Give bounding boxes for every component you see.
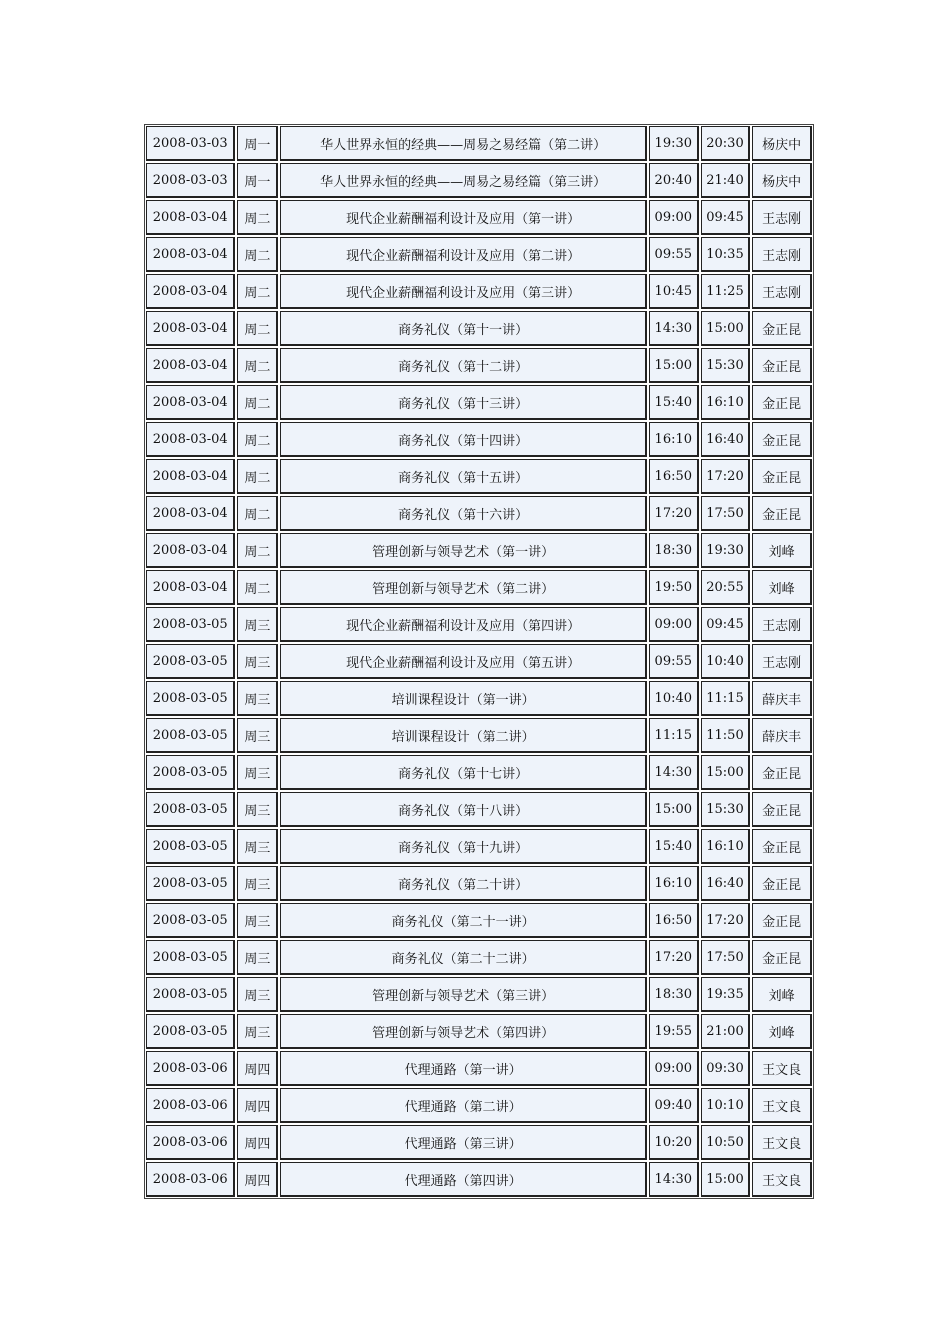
speaker-cell: 王志刚 <box>752 607 812 642</box>
start-time-cell: 09:00 <box>649 607 699 642</box>
start-time-cell: 10:45 <box>649 274 699 309</box>
weekday-cell: 周二 <box>237 237 278 272</box>
end-time-cell: 10:40 <box>701 644 751 679</box>
speaker-cell: 刘峰 <box>752 570 812 605</box>
weekday-cell: 周三 <box>237 1014 278 1049</box>
lecture-title-cell: 华人世界永恒的经典——周易之易经篇（第三讲） <box>280 163 647 198</box>
table-row <box>146 755 812 790</box>
speaker-cell: 王志刚 <box>752 200 812 235</box>
weekday-cell: 周一 <box>237 163 278 198</box>
speaker-cell: 金正昆 <box>752 385 812 420</box>
weekday-cell: 周二 <box>237 496 278 531</box>
start-time-cell: 16:50 <box>649 459 699 494</box>
weekday-cell: 周二 <box>237 385 278 420</box>
table-row <box>146 570 812 605</box>
end-time-cell: 15:30 <box>701 792 751 827</box>
weekday-cell: 周三 <box>237 940 278 975</box>
lecture-title-cell: 管理创新与领导艺术（第二讲） <box>280 570 647 605</box>
speaker-cell: 金正昆 <box>752 311 812 346</box>
end-time-cell: 17:50 <box>701 496 751 531</box>
date-cell: 2008-03-05 <box>146 1014 235 1049</box>
start-time-cell: 14:30 <box>649 755 699 790</box>
start-time-cell: 18:30 <box>649 533 699 568</box>
table-row <box>146 644 812 679</box>
end-time-cell: 09:30 <box>701 1051 751 1086</box>
lecture-title-cell: 代理通路（第四讲） <box>280 1162 647 1197</box>
lecture-title-cell: 代理通路（第三讲） <box>280 1125 647 1160</box>
date-cell: 2008-03-05 <box>146 644 235 679</box>
speaker-cell: 金正昆 <box>752 496 812 531</box>
table-row <box>146 385 812 420</box>
end-time-cell: 11:25 <box>701 274 751 309</box>
weekday-cell: 周三 <box>237 718 278 753</box>
start-time-cell: 19:30 <box>649 126 699 161</box>
speaker-cell: 王志刚 <box>752 237 812 272</box>
date-cell: 2008-03-05 <box>146 755 235 790</box>
lecture-title-cell: 商务礼仪（第十四讲） <box>280 422 647 457</box>
weekday-cell: 周二 <box>237 570 278 605</box>
weekday-cell: 周四 <box>237 1125 278 1160</box>
end-time-cell: 17:20 <box>701 903 751 938</box>
date-cell: 2008-03-04 <box>146 348 235 383</box>
start-time-cell: 10:40 <box>649 681 699 716</box>
start-time-cell: 09:00 <box>649 200 699 235</box>
date-cell: 2008-03-04 <box>146 422 235 457</box>
lecture-title-cell: 培训课程设计（第二讲） <box>280 718 647 753</box>
start-time-cell: 17:20 <box>649 496 699 531</box>
lecture-title-cell: 商务礼仪（第十八讲） <box>280 792 647 827</box>
table-row <box>146 977 812 1012</box>
start-time-cell: 17:20 <box>649 940 699 975</box>
start-time-cell: 15:00 <box>649 348 699 383</box>
date-cell: 2008-03-05 <box>146 940 235 975</box>
weekday-cell: 周三 <box>237 977 278 1012</box>
table-row <box>146 903 812 938</box>
date-cell: 2008-03-05 <box>146 607 235 642</box>
date-cell: 2008-03-05 <box>146 792 235 827</box>
date-cell: 2008-03-04 <box>146 237 235 272</box>
table-row <box>146 1014 812 1049</box>
speaker-cell: 金正昆 <box>752 459 812 494</box>
lecture-title-cell: 商务礼仪（第二十二讲） <box>280 940 647 975</box>
table-row <box>146 274 812 309</box>
speaker-cell: 王志刚 <box>752 274 812 309</box>
start-time-cell: 09:55 <box>649 237 699 272</box>
date-cell: 2008-03-04 <box>146 570 235 605</box>
weekday-cell: 周三 <box>237 792 278 827</box>
speaker-cell: 王文良 <box>752 1162 812 1197</box>
speaker-cell: 金正昆 <box>752 422 812 457</box>
end-time-cell: 10:10 <box>701 1088 751 1123</box>
speaker-cell: 王文良 <box>752 1088 812 1123</box>
table-row <box>146 1088 812 1123</box>
start-time-cell: 09:00 <box>649 1051 699 1086</box>
date-cell: 2008-03-05 <box>146 681 235 716</box>
table-row <box>146 866 812 901</box>
end-time-cell: 20:55 <box>701 570 751 605</box>
table-row <box>146 607 812 642</box>
date-cell: 2008-03-04 <box>146 533 235 568</box>
speaker-cell: 刘峰 <box>752 1014 812 1049</box>
end-time-cell: 21:40 <box>701 163 751 198</box>
start-time-cell: 14:30 <box>649 1162 699 1197</box>
speaker-cell: 王志刚 <box>752 644 812 679</box>
lecture-schedule-table <box>144 124 814 1199</box>
weekday-cell: 周二 <box>237 533 278 568</box>
lecture-title-cell: 商务礼仪（第十六讲） <box>280 496 647 531</box>
date-cell: 2008-03-05 <box>146 866 235 901</box>
speaker-cell: 金正昆 <box>752 348 812 383</box>
speaker-cell: 金正昆 <box>752 903 812 938</box>
lecture-title-cell: 代理通路（第二讲） <box>280 1088 647 1123</box>
start-time-cell: 16:50 <box>649 903 699 938</box>
speaker-cell: 杨庆中 <box>752 163 812 198</box>
lecture-title-cell: 现代企业薪酬福利设计及应用（第四讲） <box>280 607 647 642</box>
table-row <box>146 533 812 568</box>
weekday-cell: 周四 <box>237 1162 278 1197</box>
table-row <box>146 348 812 383</box>
date-cell: 2008-03-04 <box>146 311 235 346</box>
speaker-cell: 金正昆 <box>752 829 812 864</box>
table-row <box>146 422 812 457</box>
date-cell: 2008-03-03 <box>146 126 235 161</box>
table-row <box>146 940 812 975</box>
end-time-cell: 15:00 <box>701 1162 751 1197</box>
date-cell: 2008-03-04 <box>146 385 235 420</box>
end-time-cell: 15:00 <box>701 311 751 346</box>
start-time-cell: 09:55 <box>649 644 699 679</box>
date-cell: 2008-03-06 <box>146 1162 235 1197</box>
lecture-title-cell: 商务礼仪（第十一讲） <box>280 311 647 346</box>
start-time-cell: 11:15 <box>649 718 699 753</box>
start-time-cell: 16:10 <box>649 422 699 457</box>
lecture-title-cell: 现代企业薪酬福利设计及应用（第三讲） <box>280 274 647 309</box>
start-time-cell: 16:10 <box>649 866 699 901</box>
weekday-cell: 周二 <box>237 422 278 457</box>
date-cell: 2008-03-06 <box>146 1088 235 1123</box>
lecture-title-cell: 商务礼仪（第十三讲） <box>280 385 647 420</box>
end-time-cell: 17:20 <box>701 459 751 494</box>
start-time-cell: 15:40 <box>649 829 699 864</box>
table-row <box>146 792 812 827</box>
weekday-cell: 周四 <box>237 1051 278 1086</box>
date-cell: 2008-03-04 <box>146 274 235 309</box>
speaker-cell: 金正昆 <box>752 792 812 827</box>
start-time-cell: 20:40 <box>649 163 699 198</box>
table-row <box>146 496 812 531</box>
weekday-cell: 周二 <box>237 200 278 235</box>
end-time-cell: 11:15 <box>701 681 751 716</box>
end-time-cell: 15:30 <box>701 348 751 383</box>
weekday-cell: 周三 <box>237 644 278 679</box>
end-time-cell: 16:40 <box>701 866 751 901</box>
table-row <box>146 311 812 346</box>
weekday-cell: 周一 <box>237 126 278 161</box>
end-time-cell: 19:30 <box>701 533 751 568</box>
weekday-cell: 周三 <box>237 866 278 901</box>
table-row <box>146 829 812 864</box>
lecture-title-cell: 现代企业薪酬福利设计及应用（第二讲） <box>280 237 647 272</box>
weekday-cell: 周三 <box>237 829 278 864</box>
date-cell: 2008-03-06 <box>146 1125 235 1160</box>
speaker-cell: 王文良 <box>752 1125 812 1160</box>
end-time-cell: 09:45 <box>701 200 751 235</box>
lecture-title-cell: 商务礼仪（第二十讲） <box>280 866 647 901</box>
weekday-cell: 周二 <box>237 459 278 494</box>
table-row <box>146 126 812 161</box>
date-cell: 2008-03-05 <box>146 977 235 1012</box>
start-time-cell: 10:20 <box>649 1125 699 1160</box>
start-time-cell: 18:30 <box>649 977 699 1012</box>
table-row <box>146 1125 812 1160</box>
lecture-title-cell: 商务礼仪（第二十一讲） <box>280 903 647 938</box>
weekday-cell: 周四 <box>237 1088 278 1123</box>
end-time-cell: 16:10 <box>701 829 751 864</box>
lecture-title-cell: 商务礼仪（第十五讲） <box>280 459 647 494</box>
table-row <box>146 1162 812 1197</box>
weekday-cell: 周二 <box>237 311 278 346</box>
date-cell: 2008-03-06 <box>146 1051 235 1086</box>
start-time-cell: 19:55 <box>649 1014 699 1049</box>
end-time-cell: 10:35 <box>701 237 751 272</box>
lecture-title-cell: 现代企业薪酬福利设计及应用（第一讲） <box>280 200 647 235</box>
lecture-title-cell: 代理通路（第一讲） <box>280 1051 647 1086</box>
end-time-cell: 15:00 <box>701 755 751 790</box>
table-row <box>146 459 812 494</box>
weekday-cell: 周三 <box>237 903 278 938</box>
speaker-cell: 刘峰 <box>752 533 812 568</box>
date-cell: 2008-03-04 <box>146 496 235 531</box>
lecture-title-cell: 管理创新与领导艺术（第四讲） <box>280 1014 647 1049</box>
lecture-title-cell: 商务礼仪（第十七讲） <box>280 755 647 790</box>
table-row <box>146 718 812 753</box>
date-cell: 2008-03-04 <box>146 459 235 494</box>
end-time-cell: 19:35 <box>701 977 751 1012</box>
table-row <box>146 1051 812 1086</box>
table-row <box>146 163 812 198</box>
end-time-cell: 21:00 <box>701 1014 751 1049</box>
end-time-cell: 16:10 <box>701 385 751 420</box>
end-time-cell: 11:50 <box>701 718 751 753</box>
table-row <box>146 237 812 272</box>
weekday-cell: 周三 <box>237 681 278 716</box>
lecture-title-cell: 培训课程设计（第一讲） <box>280 681 647 716</box>
speaker-cell: 金正昆 <box>752 755 812 790</box>
speaker-cell: 金正昆 <box>752 866 812 901</box>
start-time-cell: 15:00 <box>649 792 699 827</box>
date-cell: 2008-03-05 <box>146 903 235 938</box>
speaker-cell: 薛庆丰 <box>752 681 812 716</box>
end-time-cell: 20:30 <box>701 126 751 161</box>
lecture-title-cell: 华人世界永恒的经典——周易之易经篇（第二讲） <box>280 126 647 161</box>
date-cell: 2008-03-05 <box>146 829 235 864</box>
end-time-cell: 16:40 <box>701 422 751 457</box>
date-cell: 2008-03-04 <box>146 200 235 235</box>
start-time-cell: 09:40 <box>649 1088 699 1123</box>
date-cell: 2008-03-05 <box>146 718 235 753</box>
end-time-cell: 09:45 <box>701 607 751 642</box>
start-time-cell: 19:50 <box>649 570 699 605</box>
table-row <box>146 681 812 716</box>
speaker-cell: 杨庆中 <box>752 126 812 161</box>
weekday-cell: 周二 <box>237 348 278 383</box>
speaker-cell: 王文良 <box>752 1051 812 1086</box>
lecture-title-cell: 管理创新与领导艺术（第三讲） <box>280 977 647 1012</box>
weekday-cell: 周三 <box>237 607 278 642</box>
weekday-cell: 周三 <box>237 755 278 790</box>
speaker-cell: 金正昆 <box>752 940 812 975</box>
start-time-cell: 14:30 <box>649 311 699 346</box>
date-cell: 2008-03-03 <box>146 163 235 198</box>
start-time-cell: 15:40 <box>649 385 699 420</box>
lecture-title-cell: 现代企业薪酬福利设计及应用（第五讲） <box>280 644 647 679</box>
speaker-cell: 薛庆丰 <box>752 718 812 753</box>
lecture-title-cell: 商务礼仪（第十九讲） <box>280 829 647 864</box>
lecture-title-cell: 管理创新与领导艺术（第一讲） <box>280 533 647 568</box>
speaker-cell: 刘峰 <box>752 977 812 1012</box>
table-row <box>146 200 812 235</box>
end-time-cell: 10:50 <box>701 1125 751 1160</box>
end-time-cell: 17:50 <box>701 940 751 975</box>
lecture-title-cell: 商务礼仪（第十二讲） <box>280 348 647 383</box>
weekday-cell: 周二 <box>237 274 278 309</box>
